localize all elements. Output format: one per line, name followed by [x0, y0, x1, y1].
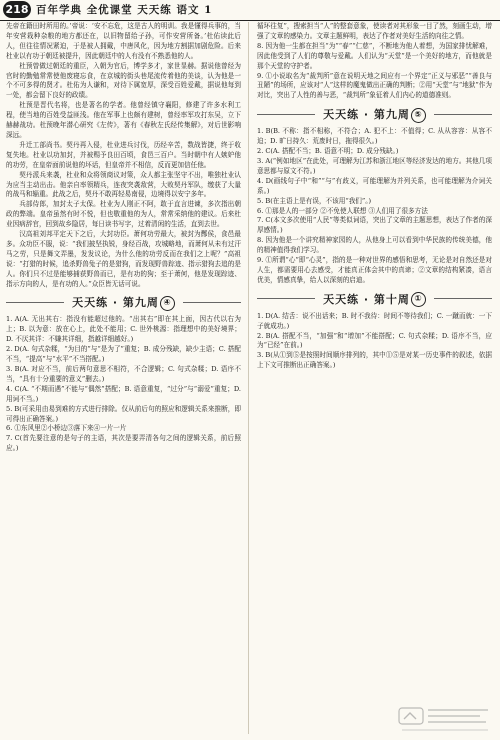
column-divider — [248, 22, 249, 734]
title-rule — [434, 114, 492, 115]
title-rule — [183, 302, 241, 303]
page-number: 218 — [3, 1, 31, 18]
title-rule — [257, 298, 315, 299]
answer-item: 1. B(B. 不称：指不相称，不符合；A. 犯不上：不值得；C. 从从容容：从容不迫；D. 旷日持久：荒废时日，拖得很久。) — [257, 127, 492, 146]
passage-paragraph: 汉高祖刘邦平定天下之后，大封功臣。萧何功劳最大，被封为酂侯，食邑最多。众功臣不服，说：“我们披坚执锐，身经百战，攻城略地，而萧何从未有过汗马之劳，只是舞文弄墨，发发议论，为什么他的功劳反而在我们之上呢？”高祖说：“打猎的时候，追杀野兽兔子的是猎狗，而发现野兽踪迹、指示猎狗去追的是人。你们只不过是能够捕获野兽而已，是有功的狗；至于萧何，他是发现踪迹、指示方向的人，是有功的人。”众臣皆无话可说。 — [6, 230, 241, 288]
answer-list-week9-4 — [6, 315, 241, 454]
section-number: ⑤ — [411, 108, 426, 123]
answer-list-week9-5 — [257, 127, 492, 286]
section-number: ① — [411, 292, 426, 307]
section-title-text: 天天练 · 第九周 ④ — [64, 294, 183, 311]
watermark-graphic — [398, 706, 496, 736]
section-title-week9-4 — [6, 293, 241, 311]
answer-item: 5. B(在主语上是有误，不该用“我们”。) — [257, 196, 372, 205]
answer-item: 3. A(“例如地区”在此处，可理解为江苏和浙江地区等经济发达的地方。其他几项意思都与原文不符。) — [257, 156, 492, 175]
passage-paragraph: 兵部侍郎，加封太子太保。杜业为人刚正不阿，敢于直言进谏，多次指出朝政的弊端。皇帝虽然有时不悦，但也敬重他的为人，常常采纳他的建议。后来杜业因病辞官，回到故乡隐居，每日读书写字，过着清闲的生活，直到去世。 — [6, 200, 241, 229]
passage-paragraph: 杜预是晋代名将，也是著名的学者。他曾经镇守襄阳，修建了许多水利工程，使当地的百姓受益匪浅。他在军事上也颇有建树，曾经率军攻打东吴，立下赫赫战功。杜预晚年潜心研究《左传》，著有《春秋左氏经传集解》，对后世影响深远。 — [6, 101, 241, 139]
answer-item: 4. D(画线句子中“和”“与”有歧义，可能理解为并列关系，也可能理解为介词关系。) — [257, 176, 492, 195]
answer-item: 6. ①东风里②小桥边③落下来④一片一片 — [6, 424, 127, 433]
answer-item: 2. B(A. 搭配不当，“加强”和“增加”不能搭配；C. 句式杂糅；D. 语序不当，应为“已经”在前。) — [257, 331, 492, 350]
answer-list-continued — [257, 22, 492, 101]
section-title-week10-1 — [257, 290, 492, 308]
answer-item: 7. C(首先要注意的是句子的主语，其次是要弄清各句之间的逻辑关系，前后照应。) — [6, 434, 241, 453]
watermark-logo — [398, 706, 496, 736]
left-column — [6, 22, 241, 737]
answer-item: 7. C(本文多次使用“人民”等类似词语，突出了文章的主题思想，表达了作者的深厚感情。) — [257, 216, 492, 235]
answer-item: 4. C(A. “不期而遇”不能与“偶然”搭配；B. 语意重复，“过分”与“溺爱”重复；D. 用词不当。) — [6, 384, 241, 403]
running-title: 百年学典 全优课堂 天天练 语文 1 — [36, 4, 213, 16]
answer-item: 9. ①小说取名为“裁判所”意在说明天地之间应有一个界定“正义与邪恶”“善良与丑陋”的场所，应该对“人”这样的魔鬼做出正确的判断；②用“天堂”与“地狱”作为对比，突出了人性的善与恶，“裁判所”象征着人们内心的道德准则。 — [257, 71, 492, 100]
answer-item: 1. A(A. 无出其右：指没有能超过他的。“出其右”即在其上面，因古代以右为上；B. 以为意：放在心上，此处不能用；C. 世外桃源：指理想中的美好境界；D. 不厌其详：不嫌其详细，指越详细越好。) — [6, 315, 241, 344]
answer-item: 循环往复”，搜索担当“人”的整套意象，使读者对其形象一目了然，刻画生动，增强了文章的感染力。文章主题鲜明，表达了作者对美好生活的向往之情。 — [257, 22, 492, 40]
answer-item: 8. 因为他一生都在担当“为”“春”“仁慈”，不断地为他人着想，为国家排忧解难，因此他受到了人们的尊敬与爱戴。人们认为“天堂”是一个美好的地方，而他就是那个天堂的守护者。 — [257, 41, 492, 70]
title-rule — [434, 298, 492, 299]
title-rule — [6, 302, 64, 303]
section-title-text: 天天练 · 第九周 ⑤ — [315, 106, 434, 123]
answer-item: 2. C(A. 搭配不当；B. 语意不明；D. 成分残缺。) — [257, 147, 399, 156]
answer-item: 3. B(从①到⑤是按照时间顺序排列的，其中①⑤是对某一历史事件的叙述，依据上下文可推断出正确答案。) — [257, 351, 492, 370]
title-rule — [257, 114, 315, 115]
page-header — [0, 0, 500, 21]
passage-paragraph: 先帝在籍田时所用的。’帝说：‘安不忘危，这是古人的明训。我是懂得兵事的，当年安营栽种杂粮的地方都还在，以旧物留给子孙，可作安营所备。’杜佑读此后人，但往往情况紧迫，于是被人拥戴，中唐风化，因为地方割据加剧危险。后来杜业以有功于朝廷被提升，因此朝廷中的人有没有不熟悉他的人。 — [6, 22, 241, 60]
section-title-week9-5 — [257, 105, 492, 123]
answer-item: 5. B(可采用由易到难的方式进行排除。仅从前后句的照应和逻辑关系来推断，即可得出正确答案。) — [6, 404, 241, 423]
right-column — [257, 22, 492, 737]
answer-list-week10-1 — [257, 312, 492, 371]
answer-item: 8. 因为他是一个讲究精神家园的人，从他身上可以看到中华民族的传统美德，他的精神值得我们学习。 — [257, 236, 492, 255]
answer-item: 6. ①那是人的一部分 ②不免使人联想 ③人们用了很多方法 — [257, 206, 428, 215]
passage-paragraph: 契丹派兵来袭，杜业和众将领商议对策，众人都主张坚守不出，唯独杜业认为应当主动出击。他亲自率领精兵，连夜突袭敌营，大败契丹军队，缴获了大量的战马和辎重。此战之后，契丹不敢再轻易南侵，边境得以安宁多年。 — [6, 170, 241, 199]
answer-item: 2. D(A. 句式杂糅，“为目的”与“是为了”重复；B. 成分残缺，缺少主语；C. 搭配不当，“提高”与“水平”不当搭配。) — [6, 345, 241, 364]
section-number: ④ — [160, 296, 175, 311]
section-title-text: 天天练 · 第十周 ① — [315, 291, 434, 308]
answer-item: 9. ①所谓“心”即“心灵”，指的是一种对世界的感悟和思考，无论是对自然还是对人生，都需要用心去感受，才能真正体会其中的真谛；②文章的结构紧凑，语言优美，情感真挚，给人以深刻的启迪。 — [257, 256, 492, 284]
passage-paragraph: 升迁工部尚书。契丹再入侵，杜业进兵讨伐，历经辛苦，数战皆捷，终于收复失地。杜业以功加封，并被赐予良田百顷，食邑三百户。当时朝中有人嫉妒他的功劳，在皇帝面前说他的坏话，但皇帝并不相信，反而更加信任他。 — [6, 140, 241, 169]
answer-item: 3. B(A. 对应不当，前后两句意思不相符，不合逻辑；C. 句式杂糅；D. 语序不当，“具有十分重要的意义”删去。) — [6, 365, 241, 383]
answer-item: 1. D(A. 结舌：说不出话来；B. 时不我待：时间不等待我们；C. 一蹴而就：一下子就成功。) — [257, 311, 492, 330]
passage-paragraph: 杜预曾做过朝廷的重臣，入朝为官后，博学多才，家世显赫。据说他曾经为官时的勤勉常常使他废寝忘食，在京城的街头巷尾流传着他的美谈，认为他是一个不可多得的贤才。杜佑为人谦和，对待下属宽厚，深受百姓爱戴，据说他每到一处，都会留下良好的政绩。 — [6, 61, 241, 100]
